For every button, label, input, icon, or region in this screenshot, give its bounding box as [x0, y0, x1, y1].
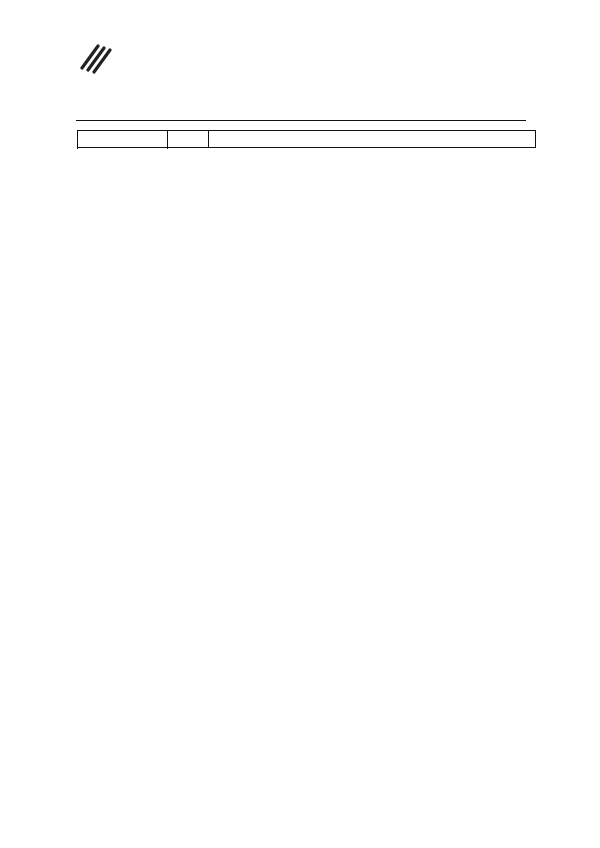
col-header-item [78, 131, 168, 148]
header-divider [76, 120, 526, 121]
bottom-header [78, 131, 536, 148]
company-logo-icon [72, 38, 116, 82]
col-header-unit [168, 131, 209, 148]
group-header [209, 131, 536, 148]
results-table [77, 130, 536, 148]
